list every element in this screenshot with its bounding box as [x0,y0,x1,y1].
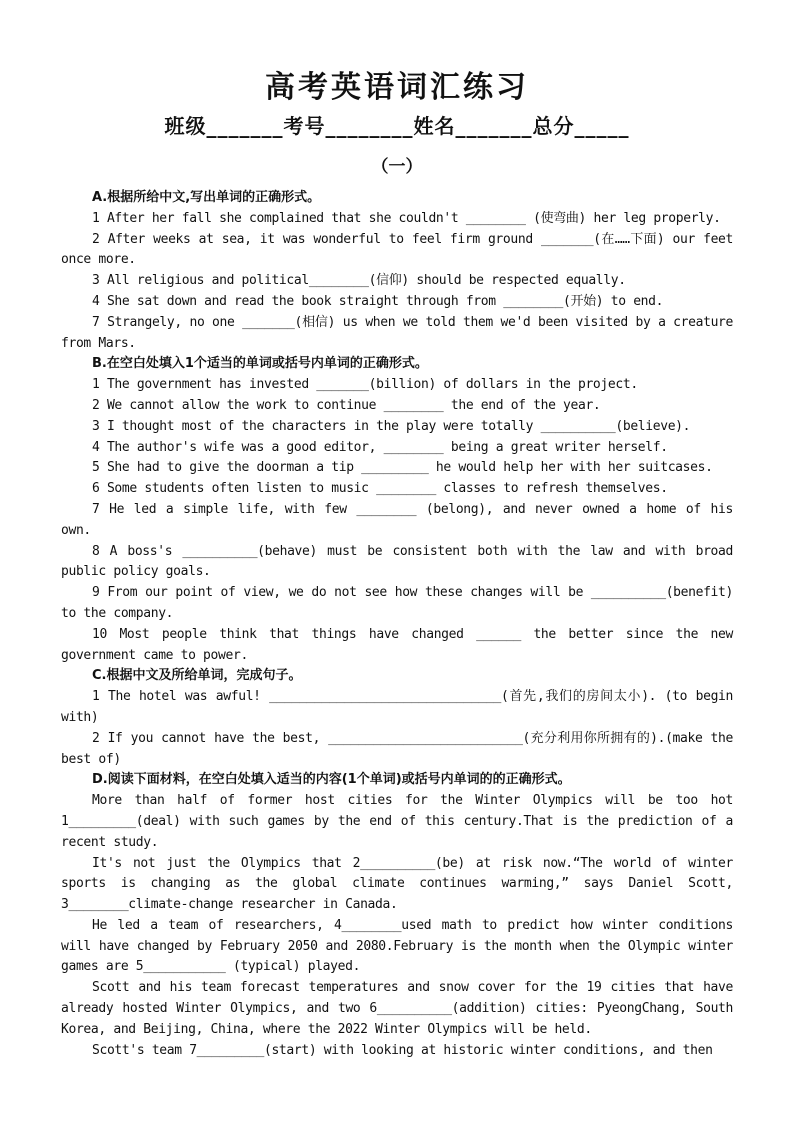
page-title: 高考英语词汇练习 [265,70,529,105]
section-c-item: 1 The hotel was awful! _______________________________(首先,我们的房间太小). (to begin with) [61,689,733,725]
section-subtitle: （一） [371,157,423,177]
section-b-item: 7 He led a simple life, with few ________ (belong), and never owned a home of his own. [61,501,733,538]
section-b-item: 6 Some students often listen to music ________ classes to refresh themselves. [92,481,668,497]
section-a-item: 4 She sat down and read the book straight through from ________(开始) to end. [92,293,664,309]
section-d-heading: D.阅读下面材料，在空白处填入适当的内容(1个单词)或括号内单词的的正确形式。 [92,772,571,788]
passage-paragraph: Scott and his team forecast temperatures and snow cover for the 19 cities that have already hosted Winter Olympics, and two 6__________(addition) cities: PyeongChang, South Korea, and Beijing, China, where the 2022 Winter Olympics will be held. [61,980,733,1037]
section-b-item: 5 She had to give the doorman a tip _________ he would help her with her suitcases. [92,460,713,476]
section-b-item: 4 The author's wife was a good editor, ________ being a great writer herself. [92,439,668,455]
section-b-item: 8 A boss's __________(behave) must be consistent both with the law and with broad public policy goals. [61,543,733,580]
section-b-item: 1 The government has invested _______(billion) of dollars in the project. [92,377,638,393]
section-a-heading: A.根据所给中文,写出单词的正确形式。 [92,190,321,205]
passage-paragraph: More than half of former host cities for the Winter Olympics will be too hot 1_________(deal) with such games by the end of this century.That is the prediction of a recent study. [61,793,733,850]
section-c-item: 2 If you cannot have the best, __________________________(充分利用你所拥有的).(make the best of) [61,730,733,767]
passage-paragraph: Scott's team 7_________(start) with looking at historic winter conditions, and then [92,1042,713,1058]
section-a-item: 7 Strangely, no one _______(相信) us when we told them we'd been visited by a creature from Mars. [61,314,733,351]
section-b-item: 10 Most people think that things have changed ______ the better since the new government came to power. [61,626,733,663]
section-a-item: 1 After her fall she complained that she couldn't ________ (使弯曲) her leg properly. [92,210,721,226]
student-info-line: 班级_______考号________姓名_______总分_____ [164,114,630,138]
section-a-item: 3 All religious and political________(信仰) should be respected equally. [92,273,626,289]
section-a-item: 2 After weeks at sea, it was wonderful to feel firm ground _______(在……下面) our feet once more. [61,231,733,268]
exercise-body [61,188,733,1061]
section-b-heading: B.在空白处填入1个适当的单词或括号内单词的正确形式。 [92,356,428,372]
section-c-heading: C.根据中文及所给单词，完成句子。 [92,668,302,684]
section-b-item: 3 I thought most of the characters in the play were totally __________(believe). [92,418,691,434]
passage-paragraph: He led a team of researchers, 4________used math to predict how winter conditions will have changed by February 2050 and 2080.February is the month when the Olympic winter games are 5___________ (typical) played. [61,917,733,975]
section-b-item: 9 From our point of view, we do not see how these changes will be __________(benefit) to the company. [61,585,733,621]
section-b-item: 2 We cannot allow the work to continue ________ the end of the year. [92,397,601,413]
passage-paragraph: It's not just the Olympics that 2__________(be) at risk now.“The world of winter sports is changing as the global climate continues warming,” says Daniel Scott, 3________climate-change researcher in Canada. [61,855,733,913]
